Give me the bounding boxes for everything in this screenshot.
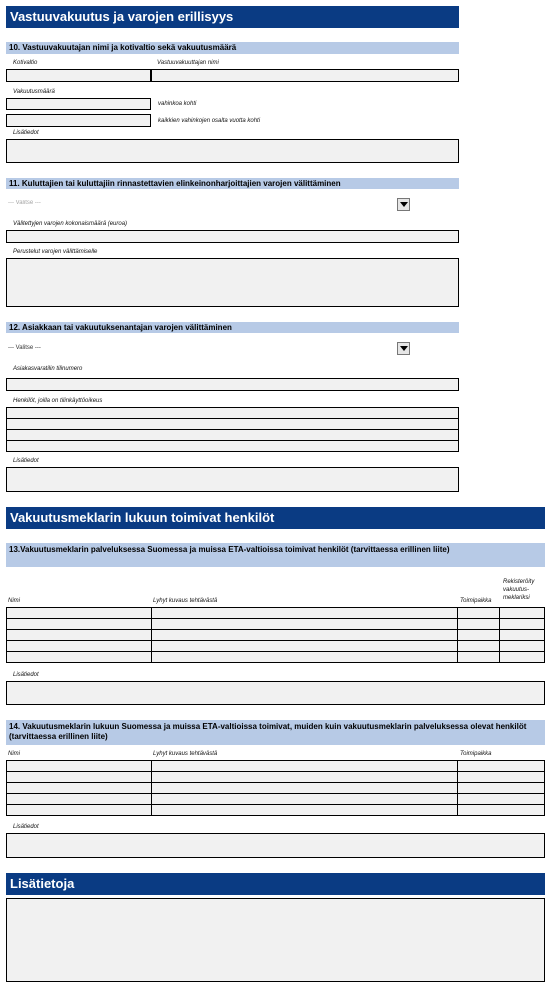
table-row: [7, 761, 545, 772]
transfer-dropdown-value: --- Valitse ---: [8, 200, 41, 206]
label-country: Kotivaltio: [13, 60, 38, 66]
label-notes-13: Lisätiedot: [13, 672, 39, 678]
table-row: [7, 805, 545, 816]
cell-desc[interactable]: [151, 794, 457, 805]
question-12-heading: 12. Asiakkaan tai vakuutuksenantajan varojen välittäminen: [6, 322, 459, 333]
persons-13-table: [6, 607, 545, 663]
cell-desc[interactable]: [151, 761, 457, 772]
cell-registered[interactable]: [500, 619, 545, 630]
authorized-person-row[interactable]: [7, 419, 459, 430]
cell-registered[interactable]: [500, 630, 545, 641]
section-banner-liability: Vastuuvakuutus ja varojen erillisyys: [6, 6, 459, 28]
cell-place[interactable]: [458, 772, 545, 783]
client-funds-dropdown-value: --- Valitse ---: [8, 345, 41, 351]
cell-desc[interactable]: [151, 619, 457, 630]
additional-info-textarea[interactable]: [6, 898, 545, 982]
cell-name[interactable]: [7, 783, 152, 794]
cell-name[interactable]: [7, 630, 152, 641]
cell-name[interactable]: [7, 652, 152, 663]
authorized-persons-list: [6, 407, 459, 452]
insurer-name-field[interactable]: [151, 69, 459, 82]
notes-14-textarea[interactable]: [6, 833, 545, 858]
amount-per-claim-field[interactable]: [6, 98, 151, 110]
cell-place[interactable]: [458, 641, 500, 652]
table-row: [7, 619, 545, 630]
transfer-dropdown-button[interactable]: [397, 198, 410, 211]
table-row: [7, 783, 545, 794]
col-place-13: Toimipaikka: [460, 598, 492, 604]
section-banner-additional: Lisätietoja: [6, 873, 545, 895]
client-funds-dropdown-button[interactable]: [397, 342, 410, 355]
cell-name[interactable]: [7, 619, 152, 630]
label-notes-10: Lisätiedot: [13, 130, 39, 136]
table-row: [7, 630, 545, 641]
table-row: [7, 794, 545, 805]
cell-registered[interactable]: [500, 652, 545, 663]
country-field[interactable]: [6, 69, 151, 82]
col-desc-13: Lyhyt kuvaus tehtävästä: [153, 598, 218, 604]
label-notes-14: Lisätiedot: [13, 824, 39, 830]
question-10-heading: 10. Vastuuvakuutajan nimi ja kotivaltio sekä vakuutusmäärä: [6, 42, 459, 54]
cell-name[interactable]: [7, 641, 152, 652]
col-name-14: Nimi: [8, 751, 20, 757]
label-transferred-total: Välitettyjen varojen kokonaismäärä (euroa): [13, 221, 128, 227]
label-authorized-persons: Henkilöt, joilla on tilinkäyttöoikeus: [13, 398, 103, 404]
cell-place[interactable]: [458, 794, 545, 805]
table-row: [7, 641, 545, 652]
cell-desc[interactable]: [151, 805, 457, 816]
question-11-heading: 11. Kuluttajien tai kuluttajiin rinnastettavien elinkeinonharjoittajien varojen välittäminen: [6, 178, 459, 189]
label-per-year: kaikkien vahinkojen osalta vuotta kohti: [158, 118, 261, 124]
table-row: [7, 652, 545, 663]
col-name-13: Nimi: [8, 598, 20, 604]
amount-per-year-field[interactable]: [6, 114, 151, 127]
cell-name[interactable]: [7, 608, 152, 619]
cell-place[interactable]: [458, 805, 545, 816]
cell-desc[interactable]: [151, 608, 457, 619]
label-transfer-reasons: Perustelut varojen välittämiselle: [13, 249, 98, 255]
notes-10-textarea[interactable]: [6, 139, 459, 163]
cell-registered[interactable]: [500, 641, 545, 652]
question-14-heading: 14. Vakuutusmeklarin lukuun Suomessa ja muissa ETA-valtioissa toimivat, muiden kuin vakuutusmeklarin palveluksessa olevat henkilöt (tarvittaessa erillinen liite): [6, 720, 545, 745]
cell-desc[interactable]: [151, 652, 457, 663]
cell-place[interactable]: [458, 619, 500, 630]
authorized-person-row[interactable]: [7, 441, 459, 452]
cell-name[interactable]: [7, 805, 152, 816]
cell-place[interactable]: [458, 761, 545, 772]
cell-desc[interactable]: [151, 630, 457, 641]
transfer-reasons-textarea[interactable]: [6, 258, 459, 307]
persons-14-table: [6, 760, 545, 816]
cell-desc[interactable]: [151, 772, 457, 783]
label-per-claim: vahinkoa kohti: [158, 101, 197, 107]
authorized-person-row[interactable]: [7, 408, 459, 419]
cell-desc[interactable]: [151, 641, 457, 652]
cell-place[interactable]: [458, 783, 545, 794]
notes-12-textarea[interactable]: [6, 467, 459, 492]
notes-13-textarea[interactable]: [6, 681, 545, 705]
cell-place[interactable]: [458, 652, 500, 663]
col-desc-14: Lyhyt kuvaus tehtävästä: [153, 751, 218, 757]
cell-place[interactable]: [458, 608, 500, 619]
col-place-14: Toimipaikka: [460, 751, 492, 757]
label-insurer-name: Vastuuvakuuttajan nimi: [157, 60, 219, 66]
account-number-field[interactable]: [6, 378, 459, 391]
label-account-number: Asiakasvaratilin tilinumero: [13, 366, 83, 372]
cell-name[interactable]: [7, 794, 152, 805]
question-13-heading: 13.Vakuutusmeklarin palveluksessa Suomessa ja muissa ETA-valtioissa toimivat henkilöt (tarvittaessa erillinen liite): [6, 543, 545, 567]
authorized-person-row[interactable]: [7, 430, 459, 441]
cell-name[interactable]: [7, 761, 152, 772]
section-banner-persons: Vakuutusmeklarin lukuun toimivat henkilöt: [6, 507, 545, 529]
transferred-total-field[interactable]: [6, 230, 459, 243]
cell-registered[interactable]: [500, 608, 545, 619]
label-notes-12: Lisätiedot: [13, 458, 39, 464]
cell-desc[interactable]: [151, 783, 457, 794]
table-row: [7, 608, 545, 619]
chevron-down-icon: [400, 202, 408, 207]
cell-name[interactable]: [7, 772, 152, 783]
chevron-down-icon: [400, 346, 408, 351]
table-row: [7, 772, 545, 783]
col-registered-13: Rekisteröity vakuutus-meklariksi: [503, 579, 535, 601]
cell-place[interactable]: [458, 630, 500, 641]
label-amount: Vakuutusmäärä: [13, 89, 55, 95]
